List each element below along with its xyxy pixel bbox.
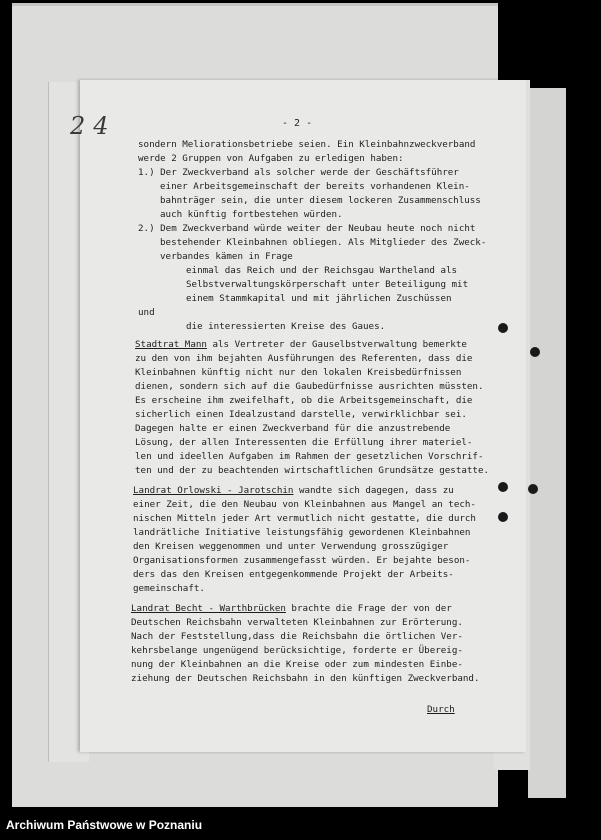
speaker-name: Landrat Orlowski - Jarotschin [133, 485, 294, 496]
page-number: - 2 - [282, 118, 313, 129]
text-line: bahnträger sein, die unter diesem lockeren Zusammenschluss [160, 195, 481, 206]
text-line: einem Stammkapital und mit jährlichen Zuschüssen [186, 293, 452, 304]
punch-hole [498, 512, 508, 522]
text-line [133, 485, 454, 497]
punch-hole [498, 482, 508, 492]
text-line: Dagegen halte er einen Zweckverband für die anzustrebende [135, 423, 451, 434]
text-run: brachte die Frage der von der [285, 603, 452, 614]
text-line: den Kreisen weggenommen und unter Verwendung grosszügiger [133, 541, 449, 552]
speaker-name: Landrat Becht - Warthbrücken [131, 603, 286, 614]
punch-hole [530, 347, 540, 357]
text-line: ten und der zu beachtenden wirtschaftlichen Grundsätze gestatte. [135, 465, 490, 476]
text-line: kehrsbelange ungenügend berücksichtige, forderte er Übereig- [131, 645, 463, 656]
text-run: wandte sich dagegen, dass zu [293, 485, 454, 496]
right-sheet-strip [528, 88, 566, 798]
text-run: als Vertreter der Gauselbstverwaltung bemerkte [206, 339, 467, 350]
text-line: Kleinbahnen künftig nicht nur den lokalen Kreisbedürfnissen [135, 367, 462, 378]
text-line: auch künftig fortbestehen würden. [160, 209, 343, 220]
text-line: Organisationsformen zusammengefasst würden. Er bejahte beson- [133, 555, 471, 566]
text-line: bestehender Kleinbahnen obliegen. Als Mitglieder des Zweck- [160, 237, 487, 248]
text-line: sicherlich einen Idealzustand darstelle, verwirklichbar sei. [135, 409, 467, 420]
text-line: landrätliche Initiative leistungsfähig gewordenen Kleinbahnen [133, 527, 471, 538]
text-line: Selbstverwaltungskörperschaft unter Beteiligung mit [186, 279, 469, 290]
catchword: Durch [427, 704, 455, 715]
archive-footer [0, 808, 601, 840]
text-line: einmal das Reich und der Reichsgau Wartheland als [186, 265, 458, 276]
sheet-top-edge [12, 3, 498, 6]
punch-hole [528, 484, 538, 494]
text-line: werde 2 Gruppen von Aufgaben zu erledigen haben: [138, 153, 404, 164]
text-line: Es erscheine ihm zweifelhaft, ob die Arbeitsgemeinschaft, die [135, 395, 473, 406]
text-line: ders das den Kreisen entgegenkommende Projekt der Arbeits- [133, 569, 454, 580]
text-line: verbandes kämen in Frage [160, 251, 293, 262]
text-line: nung der Kleinbahnen an die Kreise oder zum mindesten Einbe- [131, 659, 463, 670]
text-line: einer Arbeitsgemeinschaft der bereits vorhandenen Klein- [160, 181, 470, 192]
text-line: 2.) Dem Zweckverband würde weiter der Neubau heute noch nicht [138, 223, 476, 234]
text-line: dienen, sondern sich auf die Gaubedürfnisse ausrichten müssten. [135, 381, 484, 392]
text-line: Deutschen Reichsbahn verwalteten Kleinbahnen zur Erörterung. [131, 617, 463, 628]
text-line: die interessierten Kreise des Gaues. [186, 321, 386, 332]
text-line: und [138, 307, 155, 318]
punch-hole [498, 323, 508, 333]
text-line: einer Zeit, die den Neubau von Kleinbahnen aus Mangel an tech- [133, 499, 476, 510]
text-line: len und ideellen Aufgaben im Rahmen der gesetzlichen Vorschrif- [135, 451, 484, 462]
text-line: 1.) Der Zweckverband als solcher werde der Geschäftsführer [138, 167, 459, 178]
text-line: Nach der Feststellung,dass die Reichsbahn die örtlichen Ver- [131, 631, 463, 642]
speaker-name: Stadtrat Mann [135, 339, 207, 350]
folio-number: 24 [70, 112, 117, 140]
text-line: gemeinschaft. [133, 583, 205, 594]
text-line [135, 339, 467, 351]
text-line: ziehung der Deutschen Reichsbahn in den künftigen Zweckverband. [131, 673, 480, 684]
text-line: nischen Mitteln jeder Art vermutlich nicht gestatte, die durch [133, 513, 476, 524]
archive-label: Archiwum Państwowe w Poznaniu [6, 818, 203, 832]
text-line: sondern Meliorationsbetriebe seien. Ein Kleinbahnzweckverband [138, 139, 476, 150]
text-line: zu den von ihm bejahten Ausführungen des Referenten, dass die [135, 353, 473, 364]
text-line [131, 603, 452, 615]
text-line: Lösung, der allen Interessenten die Erfüllung ihrer materiel- [135, 437, 473, 448]
